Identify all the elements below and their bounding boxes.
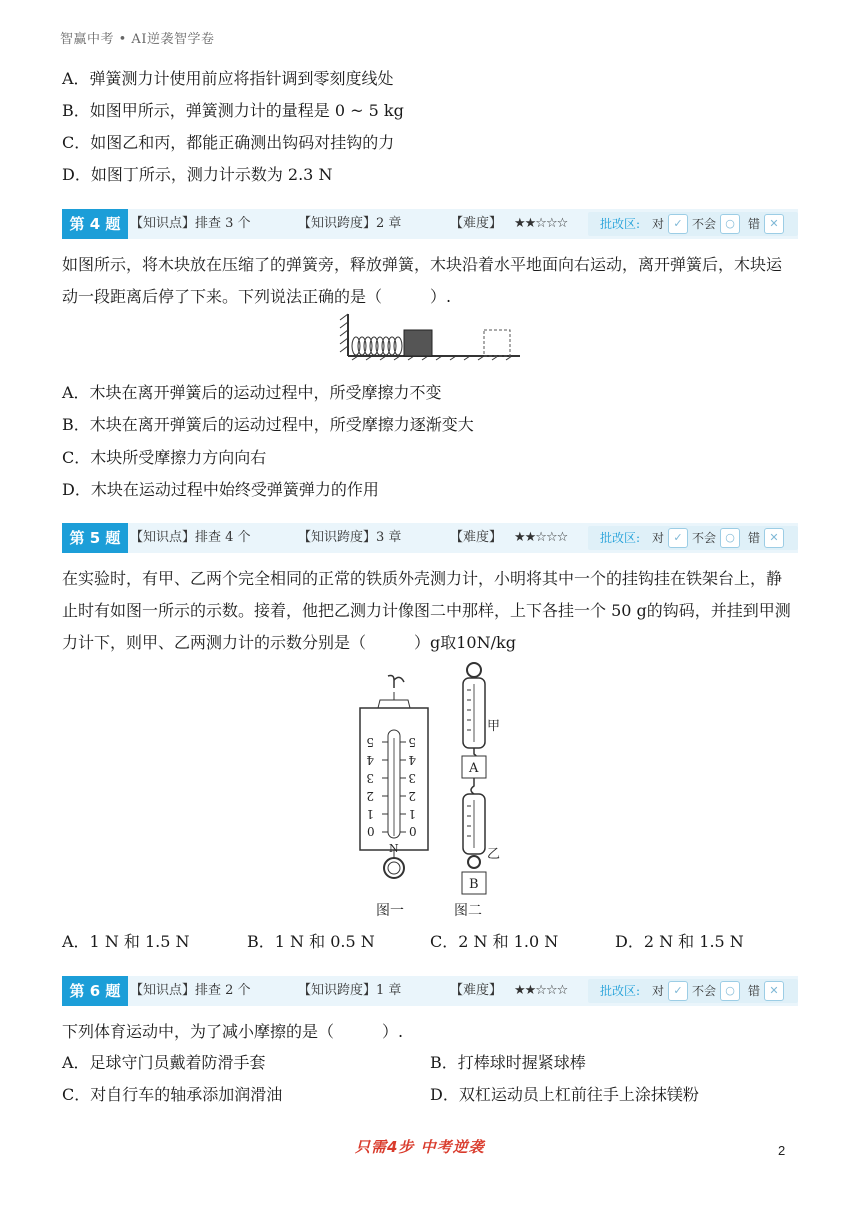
tick-label: 0 bbox=[409, 825, 417, 839]
difficulty-label: 【难度】 bbox=[450, 530, 503, 545]
check-icon[interactable]: ✓ bbox=[668, 528, 688, 548]
q5-stem: 在实验时，有甲、乙两个完全相同的正常的铁质外壳测力计，小明将其中一个的挂钩挂在铁架台上，静止时有如图一所示的示数。接着，他把乙测力计像图二中那样，上下各挂一个 50 g的钩码，并挂到甲测力计下，则甲、乙两测力计的示数分别是（ ）g取10N/kg bbox=[62, 569, 791, 652]
difficulty-label: 【难度】 bbox=[450, 216, 503, 231]
review-wrong-label: 错 bbox=[748, 217, 761, 231]
review-unknown-label: 不会 bbox=[692, 531, 717, 545]
knowledge-span: 【知识跨度】1 章 bbox=[298, 983, 402, 998]
unit-label: N bbox=[389, 842, 399, 855]
q6-stem: 下列体育运动中，为了减小摩擦的是（ ）. bbox=[62, 1022, 404, 1041]
knowledge-points: 【知识点】排查 3 个 bbox=[130, 216, 251, 231]
review-unknown-label: 不会 bbox=[692, 984, 717, 998]
review-wrong-label: 错 bbox=[748, 984, 761, 998]
tick-label: 2 bbox=[366, 789, 374, 803]
figure-2-spring-scales bbox=[462, 663, 500, 894]
question-5-header bbox=[62, 523, 798, 553]
wooden-block bbox=[404, 330, 432, 356]
review-label: 批改区: bbox=[600, 531, 641, 545]
block-final-position bbox=[484, 330, 510, 356]
q6-option-a: A．足球守门员戴着防滑手套 bbox=[62, 1053, 266, 1072]
knowledge-span: 【知识跨度】3 章 bbox=[298, 530, 402, 545]
label-yi: 乙 bbox=[487, 847, 501, 862]
q4-option-a: A．木块在离开弹簧后的运动过程中，所受摩擦力不变 bbox=[62, 383, 442, 402]
q5-option-b: B．1 N 和 0.5 N bbox=[247, 932, 375, 951]
difficulty-stars: ★★☆☆☆ bbox=[514, 216, 568, 231]
tick-label: 0 bbox=[367, 825, 375, 839]
review-unknown-label: 不会 bbox=[692, 217, 717, 231]
spring-coil bbox=[352, 337, 402, 355]
q3-option-c: C．如图乙和丙，都能正确测出钩码对挂钩的力 bbox=[62, 133, 395, 152]
review-area bbox=[588, 212, 798, 236]
review-right-label: 对 bbox=[652, 984, 665, 998]
tick-label: 5 bbox=[408, 735, 416, 749]
difficulty-stars: ★★☆☆☆ bbox=[514, 530, 568, 545]
tick-label: 4 bbox=[408, 753, 416, 767]
q5-option-d: D．2 N 和 1.5 N bbox=[615, 932, 744, 951]
check-icon[interactable]: ✓ bbox=[668, 981, 688, 1001]
knowledge-span: 【知识跨度】2 章 bbox=[298, 216, 402, 231]
q5-option-a: A．1 N 和 1.5 N bbox=[62, 932, 190, 951]
q6-option-b: B．打棒球时握紧球棒 bbox=[430, 1053, 586, 1072]
question-6-header bbox=[62, 976, 798, 1006]
footer-slogan: 只需4步 中考逆袭 bbox=[355, 1138, 485, 1156]
q6-option-c: C．对自行车的轴承添加润滑油 bbox=[62, 1085, 283, 1104]
question-4-header bbox=[62, 209, 798, 239]
difficulty-stars: ★★☆☆☆ bbox=[514, 983, 568, 998]
spring-scale-figures bbox=[350, 660, 520, 920]
x-icon[interactable]: ✕ bbox=[764, 528, 784, 548]
circle-icon[interactable]: ○ bbox=[720, 981, 740, 1001]
label-jia: 甲 bbox=[487, 719, 501, 734]
x-icon[interactable]: ✕ bbox=[764, 214, 784, 234]
q4-option-d: D．木块在运动过程中始终受弹簧弹力的作用 bbox=[62, 480, 379, 499]
tick-label: 1 bbox=[366, 807, 374, 821]
difficulty-label: 【难度】 bbox=[450, 983, 503, 998]
label-a: A bbox=[469, 761, 479, 776]
q4-option-b: B．木块在离开弹簧后的运动过程中，所受摩擦力逐渐变大 bbox=[62, 415, 474, 434]
review-label: 批改区: bbox=[600, 217, 641, 231]
tick-label: 1 bbox=[408, 807, 416, 821]
review-label: 批改区: bbox=[600, 984, 641, 998]
x-icon[interactable]: ✕ bbox=[764, 981, 784, 1001]
tick-label: 3 bbox=[408, 771, 416, 785]
review-area bbox=[588, 526, 798, 550]
review-wrong-label: 错 bbox=[748, 531, 761, 545]
review-right-label: 对 bbox=[652, 217, 665, 231]
circle-icon[interactable]: ○ bbox=[720, 214, 740, 234]
figure-1-spring-scale bbox=[360, 676, 428, 879]
question-number: 第 6 题 bbox=[62, 976, 128, 1006]
q4-stem: 如图所示，将木块放在压缩了的弹簧旁，释放弹簧，木块沿着水平地面向右运动，离开弹簧后，木块运动一段距离后停了下来。下列说法正确的是（ ）. bbox=[62, 255, 783, 306]
tick-label: 5 bbox=[366, 735, 374, 749]
figure-2-caption: 图二 bbox=[454, 903, 482, 919]
q3-option-b: B．如图甲所示，弹簧测力计的量程是 0 ~ 5 kg bbox=[62, 101, 404, 120]
tick-label: 3 bbox=[366, 771, 374, 785]
review-area bbox=[588, 979, 798, 1003]
knowledge-points: 【知识点】排查 4 个 bbox=[130, 530, 251, 545]
spring-block-figure bbox=[338, 312, 528, 362]
q5-option-c: C．2 N 和 1.0 N bbox=[430, 932, 559, 951]
page-header: 智赢中考 • AI逆袭智学卷 bbox=[60, 32, 215, 47]
figure-1-caption: 图一 bbox=[376, 903, 404, 919]
review-right-label: 对 bbox=[652, 531, 665, 545]
knowledge-points: 【知识点】排查 2 个 bbox=[130, 983, 251, 998]
q3-option-a: A．弹簧测力计使用前应将指针调到零刻度线处 bbox=[62, 69, 394, 88]
circle-icon[interactable]: ○ bbox=[720, 528, 740, 548]
label-b: B bbox=[469, 877, 479, 892]
question-number: 第 5 题 bbox=[62, 523, 128, 553]
check-icon[interactable]: ✓ bbox=[668, 214, 688, 234]
tick-label: 2 bbox=[408, 789, 416, 803]
page-number: 2 bbox=[778, 1143, 786, 1158]
question-number: 第 4 题 bbox=[62, 209, 128, 239]
q6-option-d: D．双杠运动员上杠前往手上涂抹镁粉 bbox=[430, 1085, 699, 1104]
q4-option-c: C．木块所受摩擦力方向向右 bbox=[62, 448, 267, 467]
q3-option-d: D．如图丁所示，测力计示数为 2.3 N bbox=[62, 165, 333, 184]
tick-label: 4 bbox=[366, 753, 374, 767]
